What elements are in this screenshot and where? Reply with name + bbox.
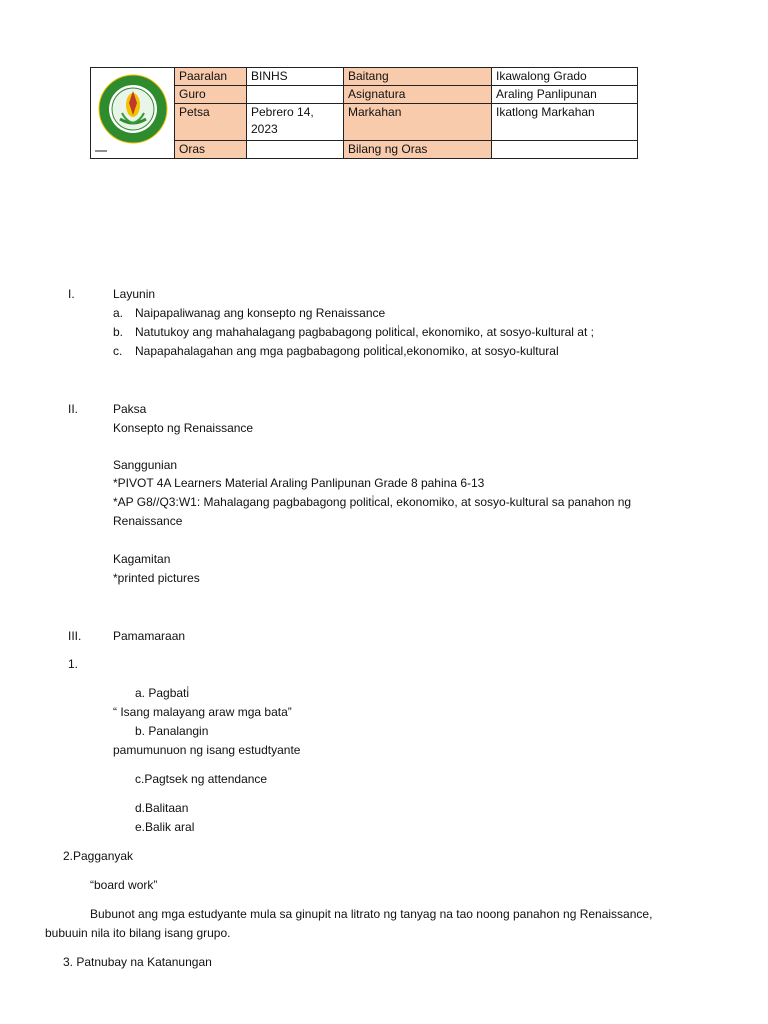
guro-value [247,86,344,104]
reference-1: *PIVOT 4A Learners Material Araling Panlipunan Grade 8 pahina 6-13 [113,476,485,490]
guro-label: Guro [175,86,247,104]
step-1-number: 1. [68,657,79,671]
oras-label: Oras [175,141,247,159]
baitang-value: Ikawalong Grado [492,68,638,86]
step-1a-detail: “ Isang malayang araw mga bata” [113,705,292,719]
petsa-value-line2: 2023 [251,122,278,136]
bilang-ng-oras-value [492,141,638,159]
sanggunian-label: Sanggunian [113,458,178,472]
baitang-label: Baitang [344,68,492,86]
paaralan-value: BINHS [247,68,344,86]
paaralan-label: Paaralan [175,68,247,86]
step-1a: a. Pagbati̇ [135,686,190,700]
step-1d: d.Balitaan [135,801,189,815]
objective-b-text: Natutukoy ang mahahalagang pagbabagong politi̇cal, ekonomiko, at sosyo-kultural at ; [135,325,594,339]
kagamitan-item: *printed pictures [113,571,200,585]
reference-2-line2: Renaissance [113,514,183,528]
objective-c-marker: c. [113,344,123,358]
section-3-title: Pamamaraan [113,629,186,643]
school-logo-cell [91,68,175,159]
markahan-label: Markahan [344,104,492,141]
step-1b-detail: pamumunuon ng isang estudtyante [113,743,301,757]
asignatura-label: Asignatura [344,86,492,104]
step-2-title: 2.Pagganyak [63,849,134,863]
section-3-numeral: III. [68,629,82,643]
objective-c-text: Napapahalagahan ang mga pagbabagong politi̇cal,ekonomiko, at sosyo-kultural [135,344,559,358]
section-2-title: Paksa [113,402,147,416]
step-2-paragraph-line1: Bubunot ang mga estudyante mula sa ginupit na litrato ng tanyag na tao noong panahon ng Renaissance, [90,907,653,921]
topic-text: Konsepto ng Renaissance [113,421,254,435]
petsa-value-line1: Pebrero 14, [251,105,314,119]
bilang-ng-oras-label: Bilang ng Oras [344,141,492,159]
kagamitan-label: Kagamitan [113,552,171,566]
step-1e: e.Balik aral [135,820,195,834]
petsa-label: Petsa [175,104,247,141]
oras-value [247,141,344,159]
asignatura-value: Araling Panlipunan [492,86,638,104]
step-1c: c.Pagtsek ng attendance [135,772,268,786]
section-1-title: Layunin [113,287,156,301]
section-2-numeral: II. [68,402,79,416]
lesson-header-table [90,67,638,159]
step-2-subtitle: “board work” [90,878,158,892]
reference-2-line1: *AP G8//Q3:W1: Mahalagang pagbabagong politi̇cal, ekonomiko, at sosyo-kultural sa panahon ng [113,495,632,509]
step-3-title: 3. Patnubay na Katanungan [63,955,212,969]
petsa-value [247,104,344,141]
objective-a-text: Naipapaliwanag ang konsepto ng Renaissance [135,306,386,320]
objective-b-marker: b. [113,325,124,339]
school-seal-logo [93,69,173,153]
step-1b: b. Panalangin [135,724,209,738]
objective-a-marker: a. [113,306,124,320]
section-1-numeral: I. [68,287,75,301]
markahan-value: Ikatlong Markahan [492,104,638,141]
step-2-paragraph-line2: bubuuin nila ito bilang isang grupo. [45,926,231,940]
